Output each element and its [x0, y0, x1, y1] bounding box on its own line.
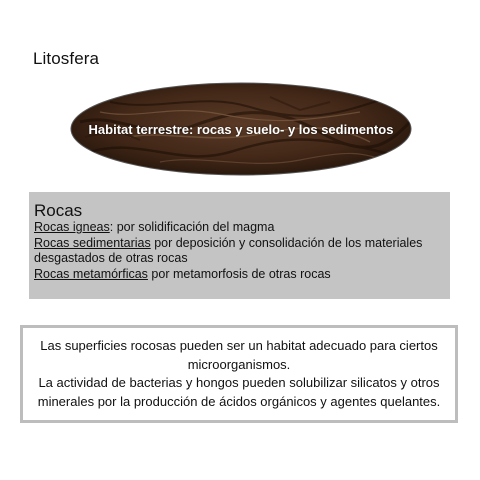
rocas-description: por metamorfosis de otras rocas [147, 266, 331, 281]
rocas-item-sedimentarias [34, 236, 450, 267]
info-box [20, 325, 458, 423]
rocas-item-metamorficas [34, 267, 450, 283]
rocas-term: Rocas igneas [34, 220, 110, 234]
habitat-ellipse [70, 82, 412, 176]
rocas-description: por deposición y consolidación de los materiales desgastados de otras rocas [34, 235, 423, 265]
slide-title: Litosfera [33, 49, 100, 68]
rocas-item-igneas [34, 220, 450, 236]
rocas-box [29, 192, 450, 299]
info-paragraph-2: La actividad de bacterias y hongos pueden solubilizar silicatos y otros minerales por la producción de ácidos orgánicos y agentes quelantes. [37, 375, 441, 409]
info-paragraph-1: Las superficies rocosas pueden ser un habitat adecuado para ciertos microorganismos. [40, 338, 438, 372]
habitat-label: Habitat terrestre: rocas y suelo- y los sedimentos [88, 121, 394, 137]
rocas-term: Rocas sedimentarias [34, 235, 151, 250]
rocas-heading: Rocas [34, 201, 83, 220]
rocas-description: : por solidificación del magma [109, 220, 275, 234]
rocas-term: Rocas metamórficas [34, 266, 148, 281]
